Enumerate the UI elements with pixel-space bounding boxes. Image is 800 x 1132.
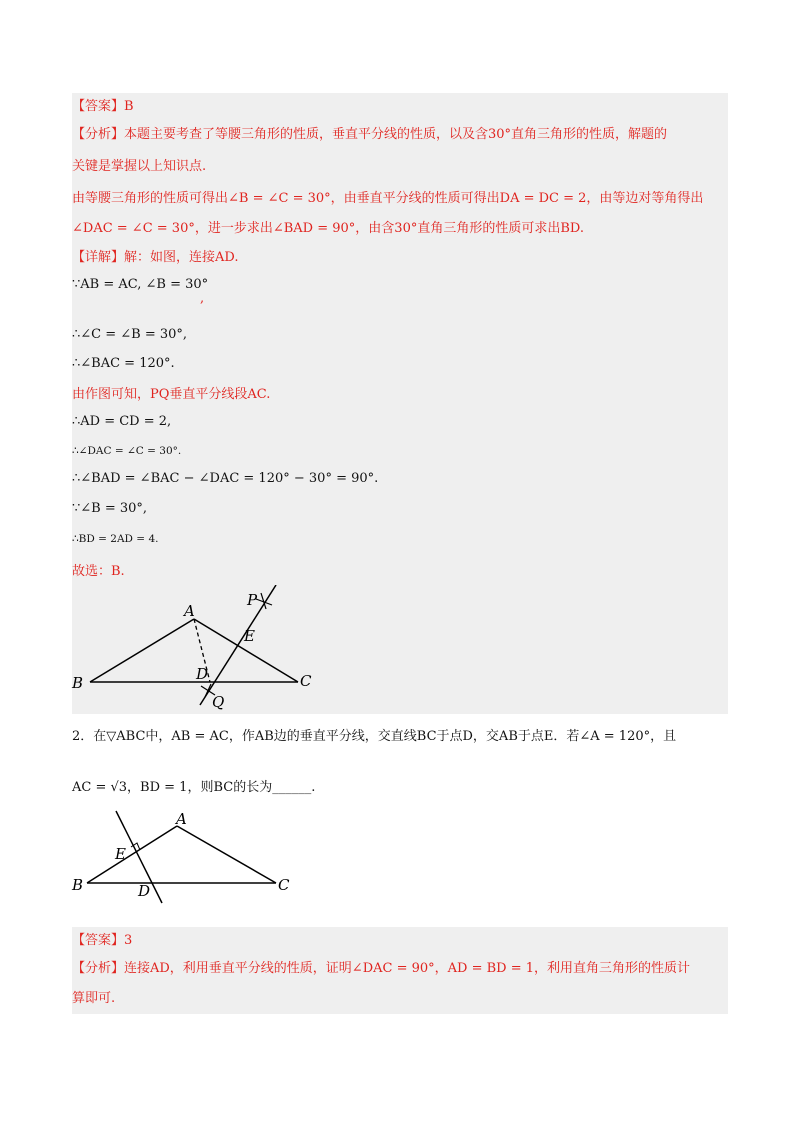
analysis-1-line-3: 由等腰三角形的性质可得出∠B = ∠C = 30°，由垂直平分线的性质可得出DA = DC = 2，由等边对等角得出 — [72, 191, 704, 206]
step-1-comma: , — [200, 291, 205, 306]
analysis-1-line-2: 关键是掌握以上知识点. — [72, 159, 207, 174]
q2-label-C: C — [278, 876, 290, 894]
triangle-figure-1 — [60, 585, 330, 710]
step-3: ∴∠BAC = 120°. — [72, 356, 175, 371]
q2-label-D: D — [138, 882, 151, 900]
label-Q: Q — [212, 693, 225, 710]
q2-label-B: B — [72, 876, 84, 894]
analysis-2-line-1: 【分析】连接AD，利用垂直平分线的性质，证明∠DAC = 90°，AD = BD = 1，利用直角三角形的性质计 — [72, 961, 691, 976]
step-6: ∴∠DAC = ∠C = 30°. — [72, 445, 182, 457]
label-E: E — [244, 627, 255, 645]
analysis-2-line-2: 算即可. — [72, 991, 116, 1006]
detail-intro: 【详解】解：如图，连接AD. — [72, 250, 239, 265]
analysis-1-line-1: 【分析】本题主要考查了等腰三角形的性质，垂直平分线的性质，以及含30°直角三角形的性质，解题的 — [72, 127, 668, 142]
choose-answer: 故选：B. — [72, 564, 125, 579]
step-1: ∵AB = AC, ∠B = 30° — [72, 277, 209, 292]
question-2-line-1: 2．在▽ABC中，AB = AC，作AB边的垂直平分线，交直线BC于点D，交AB于点E．若∠A = 120°，且 — [72, 729, 677, 744]
label-P: P — [247, 591, 258, 609]
label-A: A — [184, 602, 195, 620]
label-B: B — [72, 674, 84, 692]
analysis-1-line-4: ∠DAC = ∠C = 30°，进一步求出∠BAD = 90°，由含30°直角三角形的性质可求出BD. — [72, 221, 584, 236]
step-5: ∴AD = CD = 2, — [72, 414, 172, 429]
question-2-line-2: AC = √3，BD = 1，则BC的长为______. — [72, 780, 316, 795]
answer-1: 【答案】B — [72, 99, 134, 114]
label-C: C — [300, 672, 312, 690]
step-8: ∵∠B = 30°, — [72, 501, 148, 516]
q2-label-A: A — [176, 810, 187, 828]
q2-label-E: E — [115, 845, 126, 863]
step-2: ∴∠C = ∠B = 30°, — [72, 327, 188, 342]
step-9: ∴BD = 2AD = 4. — [72, 533, 159, 545]
label-D: D — [196, 665, 209, 683]
step-7: ∴∠BAD = ∠BAC − ∠DAC = 120° − 30° = 90°. — [72, 471, 379, 486]
triangle-figure-2 — [60, 808, 300, 908]
step-4: 由作图可知，PQ垂直平分线段AC. — [72, 387, 271, 402]
answer-2: 【答案】3 — [72, 933, 133, 948]
